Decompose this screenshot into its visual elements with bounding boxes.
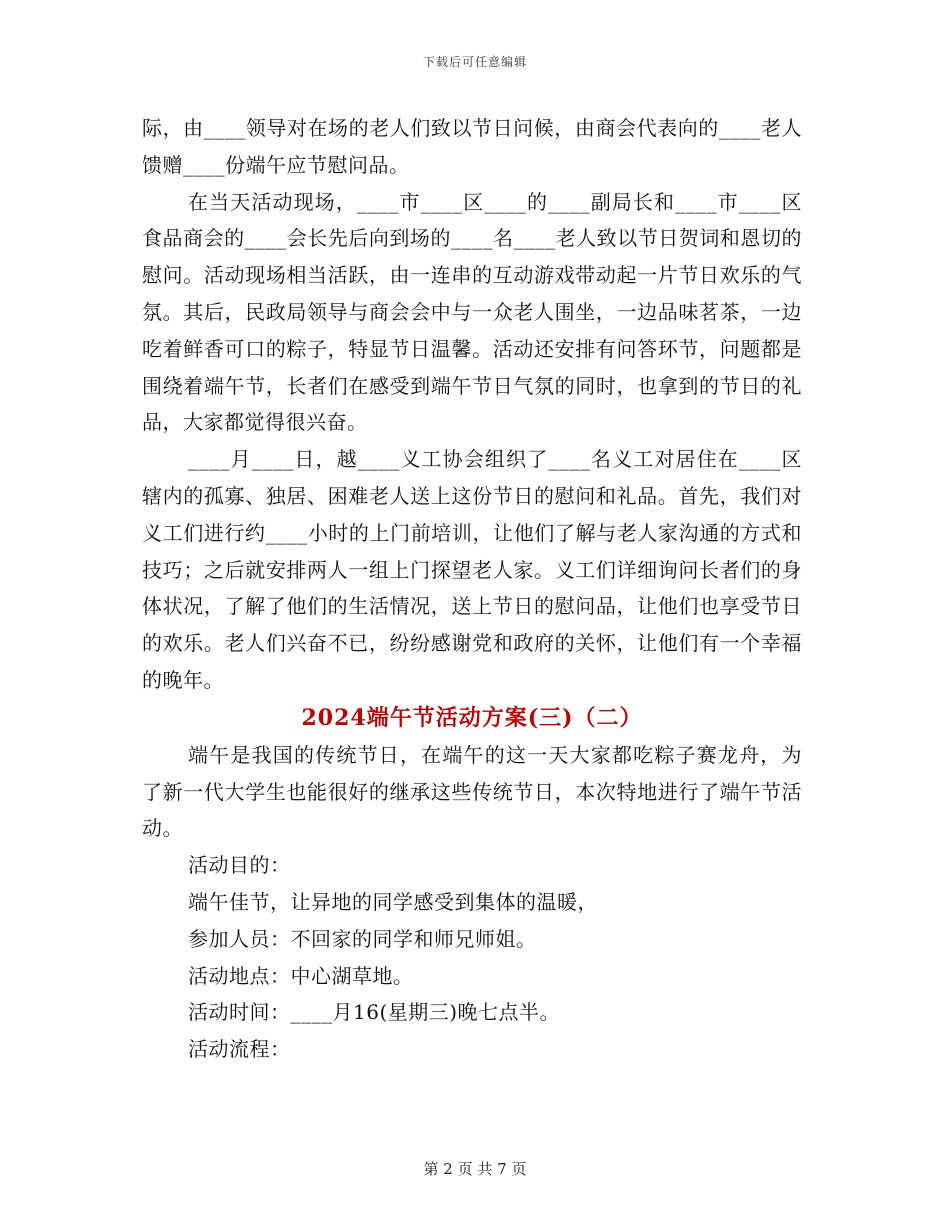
paragraph-location: 活动地点：中心湖草地。 <box>188 963 414 988</box>
page-footer: 第 2 页 共 7 页 <box>423 1160 527 1178</box>
page-header: 下载后可任意编辑 <box>422 55 527 69</box>
document-body <box>142 110 802 1068</box>
paragraph-participants: 参加人员：不回家的同学和师兄师姐。 <box>188 926 537 951</box>
paragraph-purpose-label: 活动目的： <box>188 853 291 878</box>
section-title: 2024端午节活动方案(三)（二） <box>301 704 643 731</box>
paragraph-process-label: 活动流程： <box>188 1037 291 1062</box>
paragraph-intro: 端午是我国的传统节日，在端午的这一天大家都吃粽子赛龙舟，为了新一代大学生也能很好的继承这些传统节日，本次特地进行了端午节活动。 <box>142 742 802 841</box>
paragraph-event-site: 在当天活动现场，____市____区____的____副局长和____市____区食品商会的____会长先后向到场的____名____老人致以节日贺词和恩切的慰问。活动现场相当活跃，由一连串的互动游戏带动起一片节日欢乐的气氛。其后，民政局领导与商会会中与一众老人围坐，一边品味茗茶，一边吃着鲜香可口的粽子，特显节日温馨。活动还安排有问答环节，问题都是围绕着端午节，长者们在感受到端午节日气氛的同时，也拿到的节日的礼品，大家都觉得很兴奋。 <box>142 189 802 435</box>
paragraph-purpose: 端午佳节，让异地的同学感受到集体的温暖， <box>188 889 598 914</box>
paragraph-volunteers: ____月____日，越____义工协会组织了____名义工对居住在____区辖内的孤寡、独居、困难老人送上这份节日的慰问和礼品。首先，我们对义工们进行约____小时的上门前培训，让他们了解与老人家沟通的方式和技巧；之后就安排两人一组上门探望老人家。义工们详细询问长者们的身体状况，了解了他们的生活情况，送上节日的慰问品，让他们也享受节日的欢乐。老人们兴奋不已，纷纷感谢党和政府的关怀，让他们有一个幸福的晚年。 <box>142 447 802 692</box>
paragraph-continuation: 际，由____领导对在场的老人们致以节日问候，由商会代表向的____老人馈赠____份端午应节慰问品。 <box>142 116 802 177</box>
paragraph-time: 活动时间：____月16(星期三)晚七点半。 <box>188 1000 561 1025</box>
